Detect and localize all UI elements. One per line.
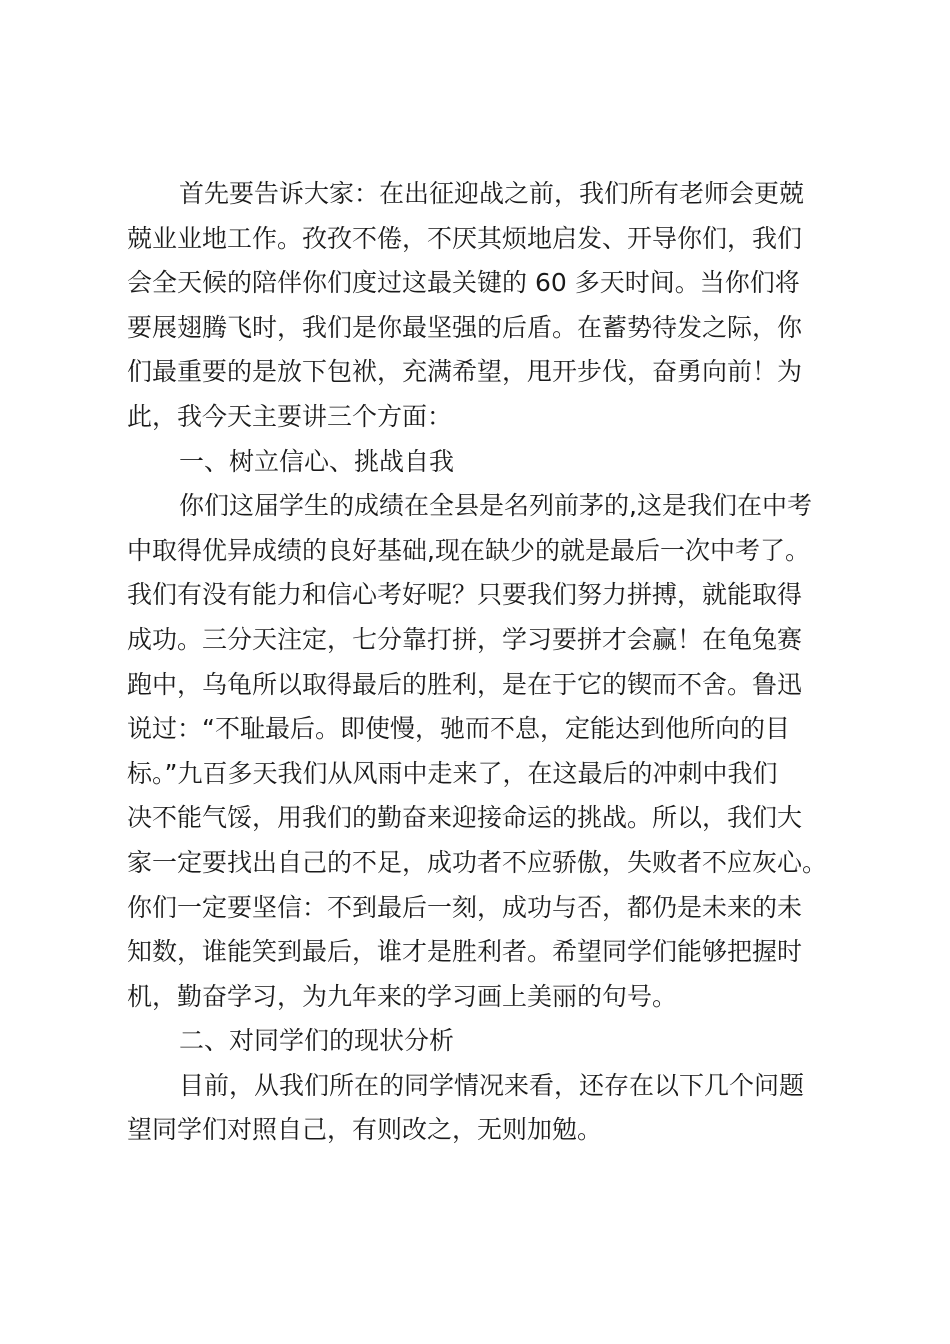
paragraph-line: 跑中，乌龟所以取得最后的胜利，是在于它的锲而不舍。鲁迅 [127, 669, 803, 699]
paragraph-line: 成功。三分天注定，七分靠打拼，学习要拼才会赢！在龟兔赛 [127, 624, 803, 654]
paragraph-line: 会全天候的陪伴你们度过这最关键的 60 多天时间。当你们将 [127, 268, 800, 298]
paragraph-line: 们最重要的是放下包袱，充满希望，甩开步伐，奋勇向前！为 [127, 357, 803, 387]
body-text [127, 172, 847, 1153]
paragraph-line: 要展翅腾飞时，我们是你最坚强的后盾。在蓄势待发之际，你 [127, 312, 803, 342]
paragraph-line: 目前，从我们所在的同学情况来看，还存在以下几个问题 [179, 1070, 805, 1100]
paragraph-line: 你们一定要坚信：不到最后一刻，成功与否，都仍是未来的未 [127, 892, 803, 922]
paragraph-line: 望同学们对照自己，有则改之，无则加勉。 [127, 1115, 603, 1145]
paragraph-line: 中取得优异成绩的良好基础,现在缺少的就是最后一次中考了。 [127, 535, 810, 565]
paragraph-line: 知数，谁能笑到最后，谁才是胜利者。希望同学们能够把握时 [127, 937, 803, 967]
paragraph-line: 家一定要找出自己的不足，成功者不应骄傲，失败者不应灰心。 [127, 847, 828, 877]
paragraph-line: 兢业业地工作。孜孜不倦，不厌其烦地启发、开导你们，我们 [127, 223, 803, 253]
section-heading: 一、树立信心、挑战自我 [179, 446, 455, 476]
paragraph-line: 标。”九百多天我们从风雨中走来了，在这最后的冲刺中我们 [127, 758, 778, 788]
paragraph-line: 机，勤奋学习，为九年来的学习画上美丽的句号。 [127, 981, 678, 1011]
paragraph-line: 此，我今天主要讲三个方面： [127, 401, 453, 431]
paragraph-line: 我们有没有能力和信心考好呢？只要我们努力拼搏，就能取得 [127, 580, 803, 610]
paragraph-line: 决不能气馁，用我们的勤奋来迎接命运的挑战。所以，我们大 [127, 803, 803, 833]
section-heading: 二、对同学们的现状分析 [179, 1026, 455, 1056]
paragraph-line: 说过：“不耻最后。即使慢，驰而不息，定能达到他所向的目 [127, 714, 790, 744]
paragraph-line: 首先要告诉大家：在出征迎战之前，我们所有老师会更兢 [179, 179, 805, 208]
paragraph-line: 你们这届学生的成绩在全县是名列前茅的,这是我们在中考 [179, 491, 812, 521]
